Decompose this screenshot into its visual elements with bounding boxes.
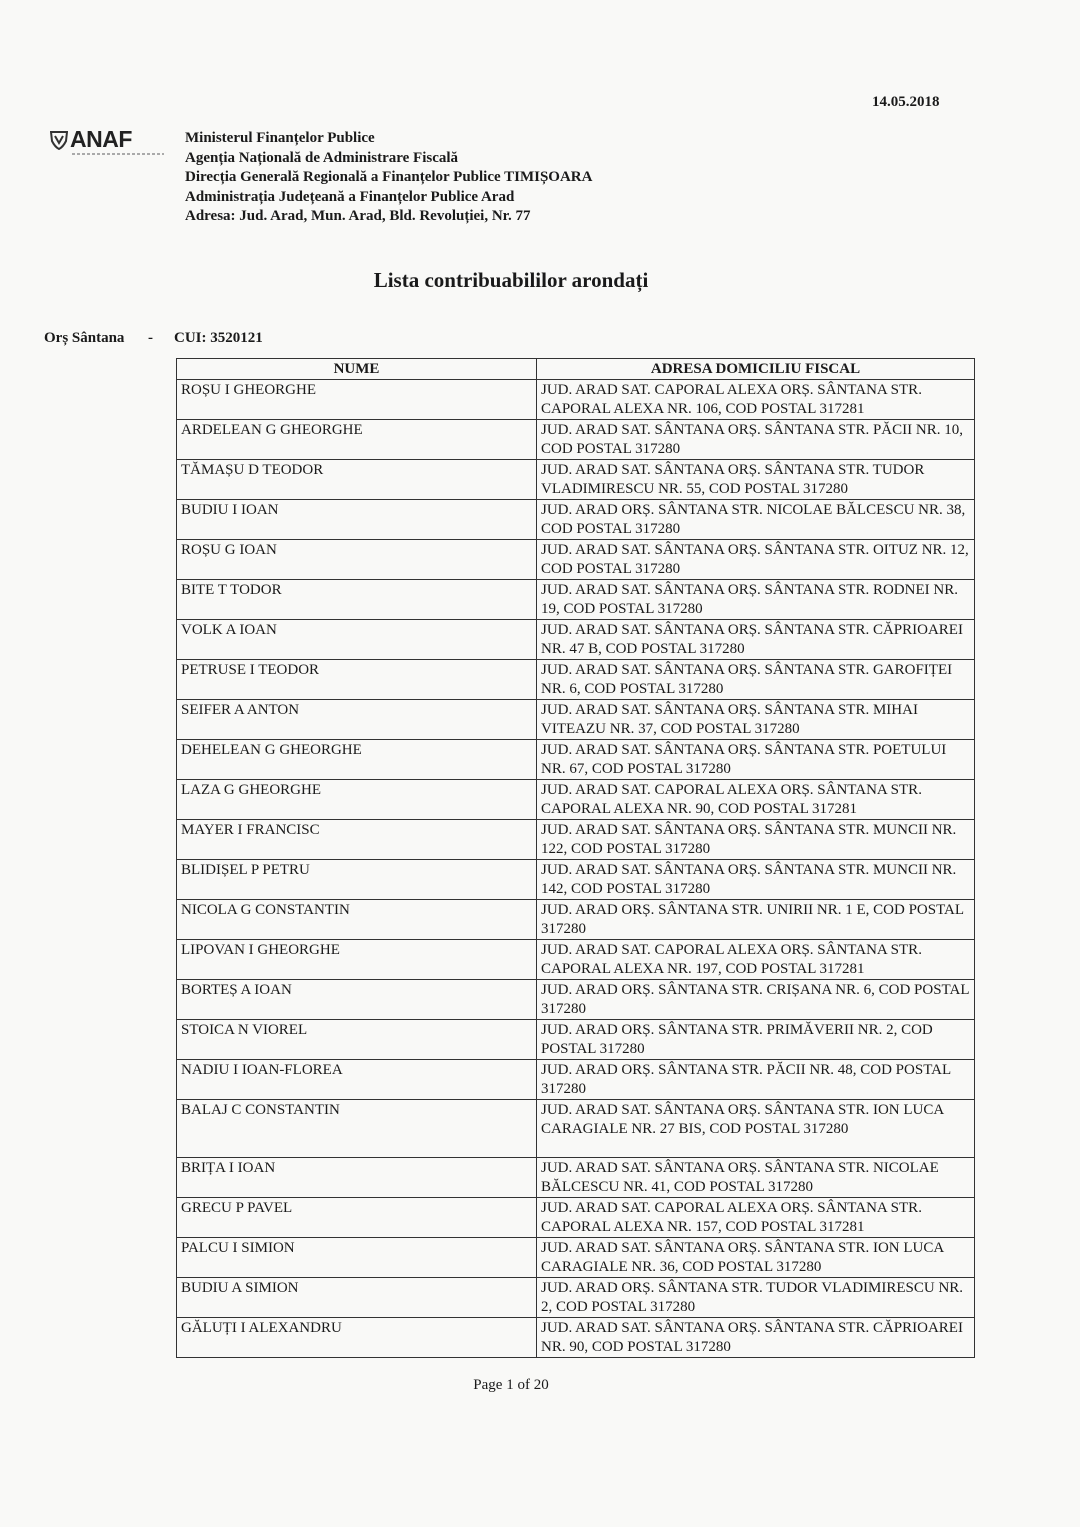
taxpayer-name: MAYER I FRANCISC bbox=[177, 820, 537, 860]
taxpayer-name: ARDELEAN G GHEORGHE bbox=[177, 420, 537, 460]
taxpayer-address: JUD. ARAD SAT. SÂNTANA ORȘ. SÂNTANA STR. CĂPRIOAREI NR. 90, COD POSTAL 317280 bbox=[537, 1318, 975, 1358]
table-row bbox=[177, 660, 975, 700]
table-row bbox=[177, 1278, 975, 1318]
taxpayer-name: SEIFER A ANTON bbox=[177, 700, 537, 740]
logo-tagline bbox=[72, 153, 164, 155]
anaf-logo-text: ANAF bbox=[70, 126, 132, 152]
table-row bbox=[177, 620, 975, 660]
taxpayer-address: JUD. ARAD SAT. SÂNTANA ORȘ. SÂNTANA STR. MUNCII NR. 142, COD POSTAL 317280 bbox=[537, 860, 975, 900]
taxpayer-name: TĂMAȘU D TEODOR bbox=[177, 460, 537, 500]
institution-header bbox=[185, 129, 592, 227]
table-row bbox=[177, 1238, 975, 1278]
taxpayer-address: JUD. ARAD SAT. CAPORAL ALEXA ORȘ. SÂNTANA STR. CAPORAL ALEXA NR. 197, COD POSTAL 317281 bbox=[537, 940, 975, 980]
table-row bbox=[177, 900, 975, 940]
table-row bbox=[177, 780, 975, 820]
anaf-logo bbox=[50, 126, 170, 166]
table-row bbox=[177, 1060, 975, 1100]
taxpayer-address: JUD. ARAD ORȘ. SÂNTANA STR. NICOLAE BĂLCESCU NR. 38, COD POSTAL 317280 bbox=[537, 500, 975, 540]
taxpayer-address: JUD. ARAD SAT. SÂNTANA ORȘ. SÂNTANA STR. GAROFIȚEI NR. 6, COD POSTAL 317280 bbox=[537, 660, 975, 700]
taxpayer-address: JUD. ARAD SAT. SÂNTANA ORȘ. SÂNTANA STR. TUDOR VLADIMIRESCU NR. 55, COD POSTAL 317280 bbox=[537, 460, 975, 500]
taxpayer-name: GRECU P PAVEL bbox=[177, 1198, 537, 1238]
header-line-agency: Agenția Națională de Administrare Fiscală bbox=[185, 149, 459, 166]
page-number: Page 1 of 20 bbox=[473, 1377, 549, 1393]
taxpayer-address: JUD. ARAD SAT. SÂNTANA ORȘ. SÂNTANA STR. ION LUCA CARAGIALE NR. 36, COD POSTAL 317280 bbox=[537, 1238, 975, 1278]
page-title: Lista contribuabililor arondați bbox=[373, 268, 649, 292]
column-header-address: ADRESA DOMICILIU FISCAL bbox=[537, 359, 975, 380]
table-row bbox=[177, 980, 975, 1020]
taxpayer-address: JUD. ARAD ORȘ. SÂNTANA STR. PRIMĂVERII NR. 2, COD POSTAL 317280 bbox=[537, 1020, 975, 1060]
taxpayer-address: JUD. ARAD SAT. SÂNTANA ORȘ. SÂNTANA STR. MIHAI VITEAZU NR. 37, COD POSTAL 317280 bbox=[537, 700, 975, 740]
taxpayer-address: JUD. ARAD ORȘ. SÂNTANA STR. UNIRII NR. 1 E, COD POSTAL 317280 bbox=[537, 900, 975, 940]
taxpayer-name: VOLK A IOAN bbox=[177, 620, 537, 660]
taxpayer-name: BITE T TODOR bbox=[177, 580, 537, 620]
taxpayer-name: STOICA N VIOREL bbox=[177, 1020, 537, 1060]
anaf-shield-icon bbox=[50, 130, 68, 150]
location-dash: - bbox=[148, 330, 153, 346]
location-name: Orș Sântana bbox=[44, 330, 125, 346]
taxpayer-name: BLIDIȘEL P PETRU bbox=[177, 860, 537, 900]
taxpayer-address: JUD. ARAD SAT. SÂNTANA ORȘ. SÂNTANA STR. OITUZ NR. 12, COD POSTAL 317280 bbox=[537, 540, 975, 580]
table-row bbox=[177, 820, 975, 860]
taxpayer-name: BORTEȘ A IOAN bbox=[177, 980, 537, 1020]
taxpayer-address: JUD. ARAD SAT. CAPORAL ALEXA ORȘ. SÂNTANA STR. CAPORAL ALEXA NR. 90, COD POSTAL 317281 bbox=[537, 780, 975, 820]
taxpayer-name: ROȘU I GHEORGHE bbox=[177, 380, 537, 420]
taxpayers-table bbox=[176, 358, 975, 1358]
taxpayer-address: JUD. ARAD SAT. SÂNTANA ORȘ. SÂNTANA STR. POETULUI NR. 67, COD POSTAL 317280 bbox=[537, 740, 975, 780]
taxpayer-name: PALCU I SIMION bbox=[177, 1238, 537, 1278]
table-row bbox=[177, 460, 975, 500]
taxpayer-address: JUD. ARAD ORȘ. SÂNTANA STR. TUDOR VLADIMIRESCU NR. 2, COD POSTAL 317280 bbox=[537, 1278, 975, 1318]
taxpayer-name: PETRUSE I TEODOR bbox=[177, 660, 537, 700]
table-row bbox=[177, 1318, 975, 1358]
table-row bbox=[177, 420, 975, 460]
taxpayer-address: JUD. ARAD ORȘ. SÂNTANA STR. CRIȘANA NR. 6, COD POSTAL 317280 bbox=[537, 980, 975, 1020]
header-line-address: Adresa: Jud. Arad, Mun. Arad, Bld. Revoluției, Nr. 77 bbox=[185, 208, 531, 225]
header-line-administration: Administrația Județeană a Finanțelor Publice Arad bbox=[185, 188, 515, 205]
taxpayer-name: BALAJ C CONSTANTIN bbox=[177, 1100, 537, 1158]
taxpayer-name: GĂLUȚI I ALEXANDRU bbox=[177, 1318, 537, 1358]
taxpayer-name: LIPOVAN I GHEORGHE bbox=[177, 940, 537, 980]
table-row bbox=[177, 700, 975, 740]
taxpayer-name: BUDIU A SIMION bbox=[177, 1278, 537, 1318]
document-date: 14.05.2018 bbox=[872, 94, 940, 110]
taxpayer-address: JUD. ARAD SAT. CAPORAL ALEXA ORȘ. SÂNTANA STR. CAPORAL ALEXA NR. 106, COD POSTAL 317281 bbox=[537, 380, 975, 420]
table-row bbox=[177, 380, 975, 420]
location-cui: CUI: 3520121 bbox=[174, 330, 263, 346]
taxpayer-address: JUD. ARAD SAT. SÂNTANA ORȘ. SÂNTANA STR. PĂCII NR. 10, COD POSTAL 317280 bbox=[537, 420, 975, 460]
taxpayer-address: JUD. ARAD SAT. SÂNTANA ORȘ. SÂNTANA STR. CĂPRIOAREI NR. 47 B, COD POSTAL 317280 bbox=[537, 620, 975, 660]
table-row bbox=[177, 500, 975, 540]
column-header-name: NUME bbox=[177, 359, 537, 380]
taxpayer-address: JUD. ARAD SAT. CAPORAL ALEXA ORȘ. SÂNTANA STR. CAPORAL ALEXA NR. 157, COD POSTAL 317281 bbox=[537, 1198, 975, 1238]
table-header-row bbox=[177, 359, 975, 380]
taxpayer-address: JUD. ARAD ORȘ. SÂNTANA STR. PĂCII NR. 48, COD POSTAL 317280 bbox=[537, 1060, 975, 1100]
taxpayer-name: BRIȚA I IOAN bbox=[177, 1158, 537, 1198]
header-line-directorate: Direcția Generală Regională a Finanțelor Publice TIMIȘOARA bbox=[185, 169, 593, 186]
table-row bbox=[177, 1100, 975, 1158]
header-line-ministry: Ministerul Finanțelor Publice bbox=[185, 130, 375, 146]
taxpayer-address: JUD. ARAD SAT. SÂNTANA ORȘ. SÂNTANA STR. ION LUCA CARAGIALE NR. 27 BIS, COD POSTAL 317280 bbox=[537, 1100, 975, 1158]
taxpayer-address: JUD. ARAD SAT. SÂNTANA ORȘ. SÂNTANA STR. MUNCII NR. 122, COD POSTAL 317280 bbox=[537, 820, 975, 860]
table-row bbox=[177, 540, 975, 580]
taxpayer-name: DEHELEAN G GHEORGHE bbox=[177, 740, 537, 780]
taxpayer-name: BUDIU I IOAN bbox=[177, 500, 537, 540]
taxpayer-name: ROȘU G IOAN bbox=[177, 540, 537, 580]
table-row bbox=[177, 1020, 975, 1060]
taxpayer-address: JUD. ARAD SAT. SÂNTANA ORȘ. SÂNTANA STR. NICOLAE BĂLCESCU NR. 41, COD POSTAL 317280 bbox=[537, 1158, 975, 1198]
taxpayer-name: NADIU I IOAN-FLOREA bbox=[177, 1060, 537, 1100]
table-row bbox=[177, 1158, 975, 1198]
table-row bbox=[177, 860, 975, 900]
table-row bbox=[177, 940, 975, 980]
location-line bbox=[44, 330, 263, 347]
table-row bbox=[177, 580, 975, 620]
table-row bbox=[177, 740, 975, 780]
taxpayer-name: LAZA G GHEORGHE bbox=[177, 780, 537, 820]
taxpayer-address: JUD. ARAD SAT. SÂNTANA ORȘ. SÂNTANA STR. RODNEI NR. 19, COD POSTAL 317280 bbox=[537, 580, 975, 620]
taxpayer-name: NICOLA G CONSTANTIN bbox=[177, 900, 537, 940]
table-row bbox=[177, 1198, 975, 1238]
